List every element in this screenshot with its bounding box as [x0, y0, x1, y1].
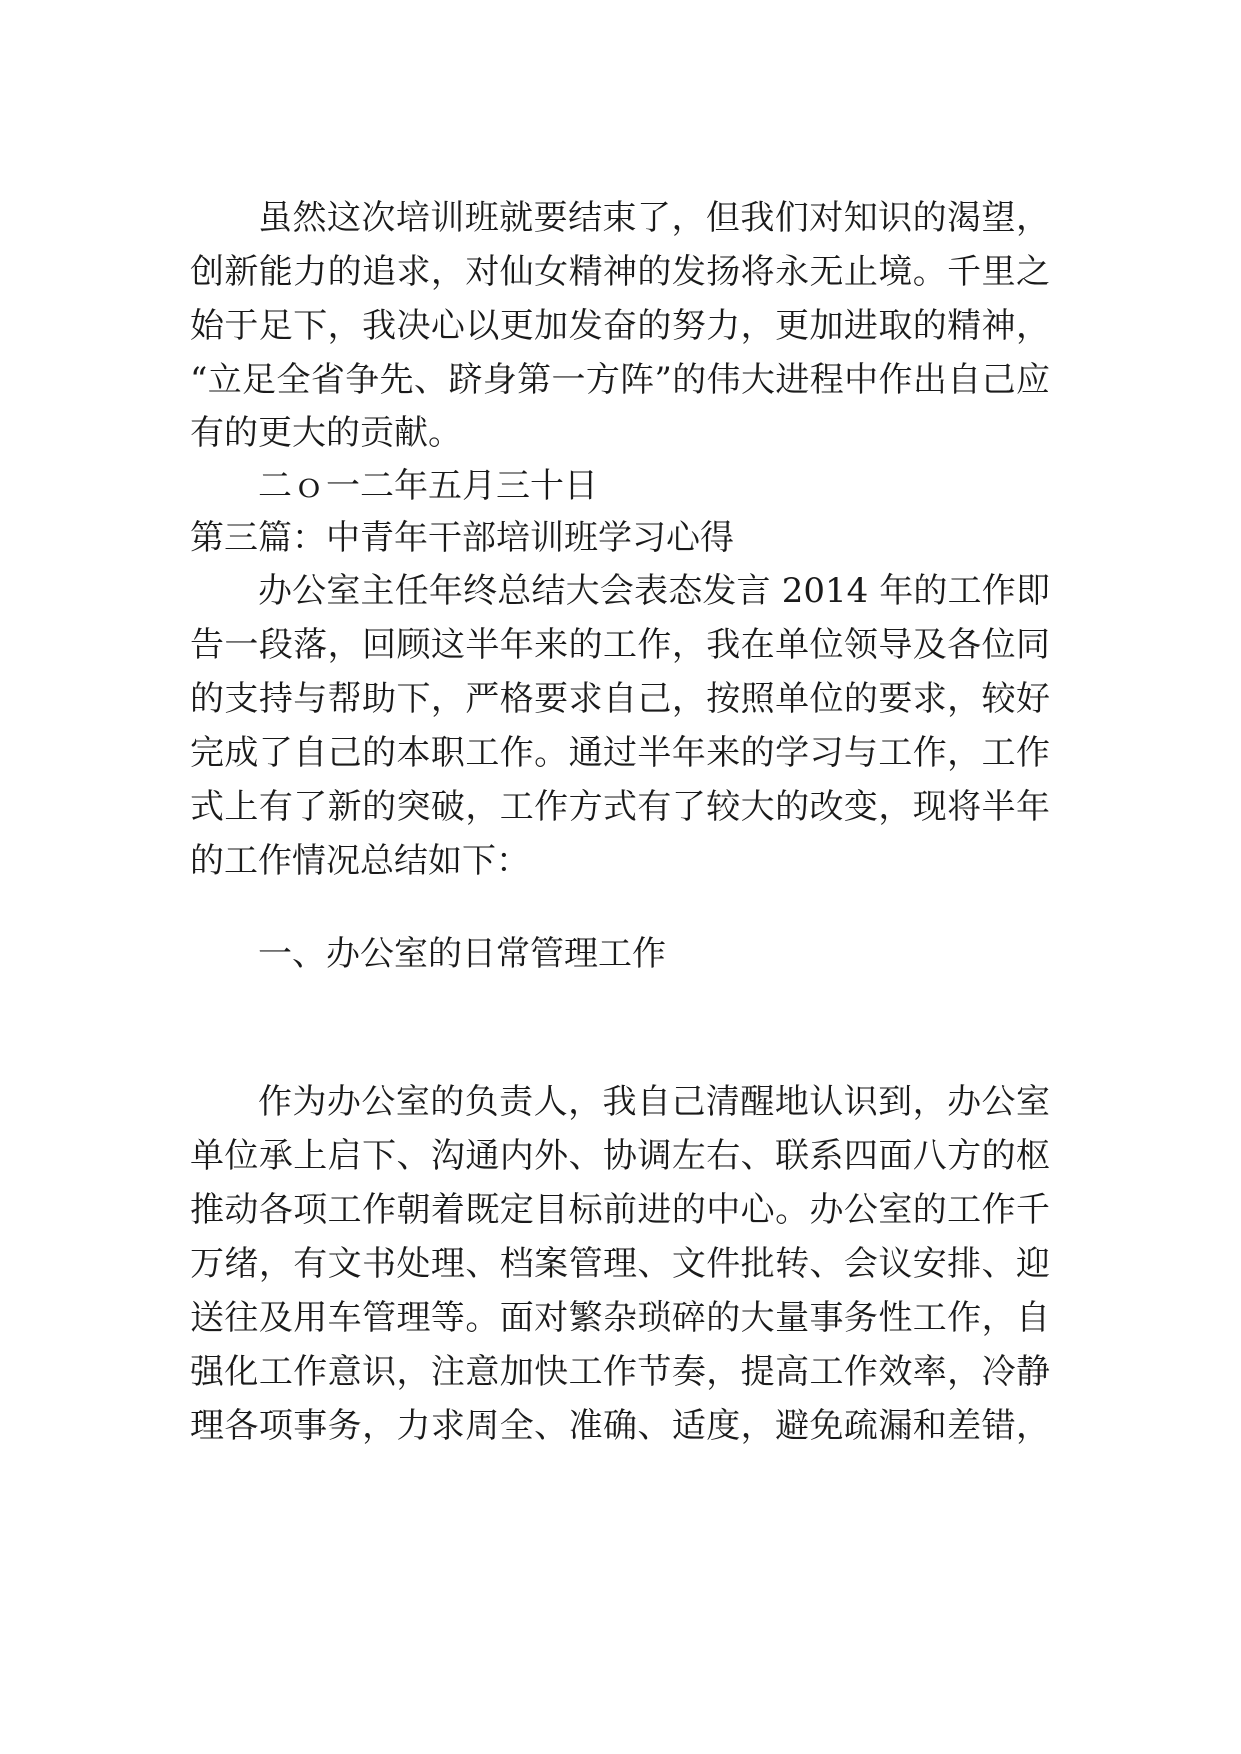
paragraph-line: 式上有了新的突破，工作方式有了较大的改变，现将半年 [190, 787, 1050, 827]
paragraph-line: 办公室主任年终总结大会表态发言 2014 年的工作即 [258, 571, 1050, 611]
section-heading: 一、办公室的日常管理工作 [258, 934, 666, 974]
paragraph-line: 的工作情况总结如下： [190, 841, 530, 881]
section-title: 第三篇：中青年干部培训班学习心得 [190, 518, 734, 558]
paragraph-line: 的支持与帮助下，严格要求自己，按照单位的要求，较好 [190, 679, 1050, 719]
paragraph-line: 虽然这次培训班就要结束了，但我们对知识的渴望， [258, 198, 1050, 238]
paragraph-line: 推动各项工作朝着既定目标前进的中心。办公室的工作千 [190, 1190, 1050, 1230]
paragraph-line: 万绪，有文书处理、档案管理、文件批转、会议安排、迎 [190, 1244, 1050, 1284]
date-line: 二ｏ一二年五月三十日 [258, 466, 598, 506]
paragraph-line: 创新能力的追求，对仙女精神的发扬将永无止境。千里之 [190, 252, 1050, 292]
paragraph-line: 告一段落，回顾这半年来的工作，我在单位领导及各位同 [190, 625, 1050, 665]
paragraph-line: 完成了自己的本职工作。通过半年来的学习与工作，工作 [190, 733, 1050, 773]
paragraph-line: 送往及用车管理等。面对繁杂琐碎的大量事务性工作，自 [190, 1298, 1050, 1338]
paragraph-line: 作为办公室的负责人，我自己清醒地认识到，办公室 [258, 1082, 1050, 1122]
paragraph-line: 始于足下，我决心以更加发奋的努力，更加进取的精神， [190, 306, 1050, 346]
paragraph-line: 强化工作意识，注意加快工作节奏，提高工作效率，冷静 [190, 1352, 1050, 1392]
paragraph-line: 有的更大的贡献。 [190, 413, 462, 453]
paragraph-line: “立足全省争先、跻身第一方阵”的伟大进程中作出自己应 [190, 360, 1050, 400]
paragraph-line: 理各项事务，力求周全、准确、适度，避免疏漏和差错， [190, 1406, 1050, 1446]
paragraph-line: 单位承上启下、沟通内外、协调左右、联系四面八方的枢 [190, 1136, 1050, 1176]
